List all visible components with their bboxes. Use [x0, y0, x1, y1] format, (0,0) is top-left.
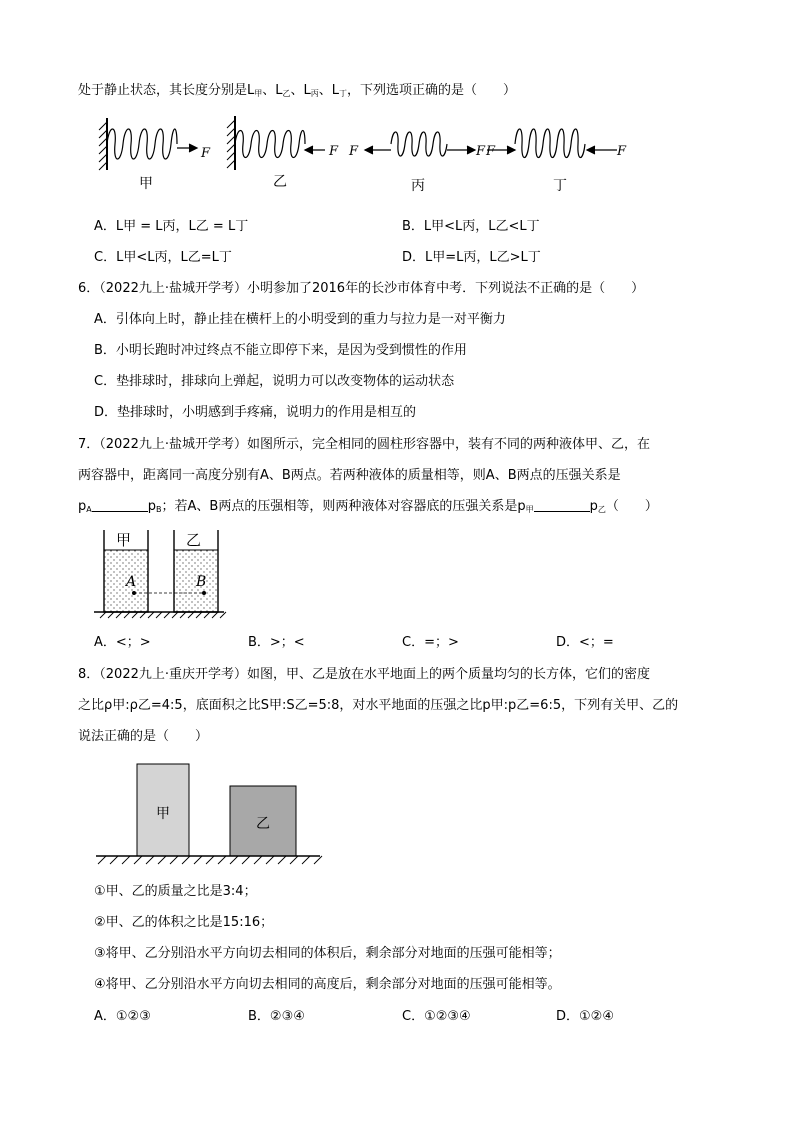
q5-force-label-1: F [201, 146, 211, 161]
q7-stem-line3-text: ；若A、B两点的压强相等，则两种液体对容器底的压强关系是p [161, 499, 526, 514]
q7-pjia-sub: 甲 [525, 505, 534, 514]
q6-option-b: B．小明长跑时冲过终点不能立即停下来，是因为受到惯性的作用 [94, 343, 467, 358]
q8-statement-2: ②甲、乙的体积之比是15:16； [94, 915, 274, 930]
q7-pa-p: p [78, 499, 87, 514]
q5-stem-text4: 、L [318, 83, 339, 98]
q7-stem-paren: （ ） [605, 499, 658, 514]
q8-block-label-jia: 甲 [156, 806, 170, 822]
q5-option-c-key: C． [94, 250, 117, 265]
q7-stem-line2: 两容器中，距离同一高度分别有A、B两点。若两种液体的质量相等，则A、B两点的压强关系是 [78, 468, 621, 483]
q8-stem-line1: 8．（2022九上·重庆开学考）如图，甲、乙是放在水平地面上的两个质量均匀的长方体，它们的密度 [78, 667, 650, 682]
q6-stem: 6．（2022九上·盐城开学考）小明参加了2016年的长沙市体育中考．下列说法不正确的是（ ） [78, 281, 645, 296]
q7-fig-label-jia: 甲 [116, 531, 132, 549]
q6-option-d: D．垫排球时，小明感到手疼痛，说明力的作用是相互的 [94, 405, 417, 420]
q7-blank-1 [92, 499, 148, 512]
q8-block-figure [94, 760, 324, 870]
q5-force-label-4: F [476, 144, 486, 159]
q7-option-b: B．>；< [248, 635, 305, 650]
q5-option-d-key: D． [402, 250, 426, 265]
q5-option-a-text: L甲 = L丙，L乙 = L丁 [115, 219, 249, 234]
q7-pyi-sub: 乙 [597, 505, 606, 514]
q7-stem-line1: 7．（2022九上·盐城开学考）如图所示，完全相同的圆柱形容器中，装有不同的两种液体甲、乙，在 [78, 437, 650, 452]
q6-option-c: C．垫排球时，排球向上弹起，说明力可以改变物体的运动状态 [94, 374, 455, 389]
q7-point-b-label: B [196, 574, 207, 590]
q5-force-label-3: F [349, 144, 359, 159]
q5-force-label-6: F [617, 144, 627, 159]
q6-option-a: A．引体向上时，静止挂在横杆上的小明受到的重力与拉力是一对平衡力 [94, 312, 506, 327]
q5-stem-text2: 、L [262, 83, 283, 98]
q7-pb-p: p [147, 499, 157, 514]
q5-option-b-key: B． [402, 219, 424, 234]
q5-stem-text5: ，下列选项正确的是（ ） [347, 83, 517, 98]
q8-stem-line2: 之比ρ甲:ρ乙=4:5，底面积之比S甲:S乙=5:8，对水平地面的压强之比p甲:p乙=6:5，下列有关甲、乙的 [78, 698, 679, 713]
q8-block-label-yi: 乙 [256, 816, 270, 832]
q8-option-a: A．①②③ [94, 1009, 151, 1024]
q5-fig-label-yi: 乙 [273, 174, 287, 190]
q5-option-d [402, 249, 541, 267]
q7-pyi-p: p [589, 499, 598, 514]
q5-fig-label-ding: 丁 [553, 178, 567, 194]
q5-option-c-text: L甲<L丙，L乙=L丁 [116, 250, 232, 265]
q7-pa-sub: A [86, 505, 92, 514]
q5-option-b [402, 218, 540, 236]
q5-force-label-2: F [329, 144, 339, 159]
q8-statement-3: ③将甲、乙分别沿水平方向切去相同的体积后，剩余部分对地面的压强可能相等； [94, 946, 561, 961]
q8-option-b: B．②③④ [248, 1009, 305, 1024]
q5-sub-jia: 甲 [254, 89, 263, 98]
q5-option-a-key: A． [94, 219, 116, 234]
q5-sub-ding: 丁 [339, 89, 347, 98]
q7-point-a-label: A [126, 574, 137, 590]
q5-option-d-text: L甲=L丙，L乙>L丁 [425, 250, 541, 265]
q7-fig-label-yi: 乙 [186, 531, 202, 549]
q5-sub-bing: 丙 [310, 89, 319, 98]
q7-pb-sub: B [156, 505, 162, 514]
q7-blank-2 [534, 499, 590, 512]
q8-statement-4: ④将甲、乙分别沿水平方向切去相同的高度后，剩余部分对地面的压强可能相等。 [94, 977, 561, 992]
q8-statement-1: ①甲、乙的质量之比是3:4； [94, 884, 257, 899]
q5-stem-text: 处于静止状态，其长度分别是L [78, 83, 255, 98]
q5-option-c [94, 249, 232, 267]
q8-option-c: C．①②③④ [402, 1009, 471, 1024]
q8-option-d: D．①②④ [556, 1009, 614, 1024]
q7-container-figure [94, 528, 234, 620]
q5-option-a [94, 218, 248, 236]
q5-stem [78, 82, 516, 103]
q7-option-d: D．<；= [556, 635, 614, 650]
q5-force-label-5: F [486, 144, 496, 159]
q7-option-c: C．=；> [402, 635, 459, 650]
q5-option-b-text: L甲<L丙，L乙<L丁 [423, 219, 540, 234]
q5-spring-figure [95, 112, 655, 202]
q5-fig-label-bing: 丙 [411, 178, 425, 194]
q7-stem-line3 [78, 498, 658, 519]
q7-option-a: A．<；> [94, 635, 151, 650]
q5-stem-text3: 、L [290, 83, 311, 98]
q5-fig-label-jia: 甲 [139, 176, 153, 192]
q5-sub-yi: 乙 [282, 89, 291, 98]
q8-stem-line3: 说法正确的是（ ） [78, 729, 209, 744]
